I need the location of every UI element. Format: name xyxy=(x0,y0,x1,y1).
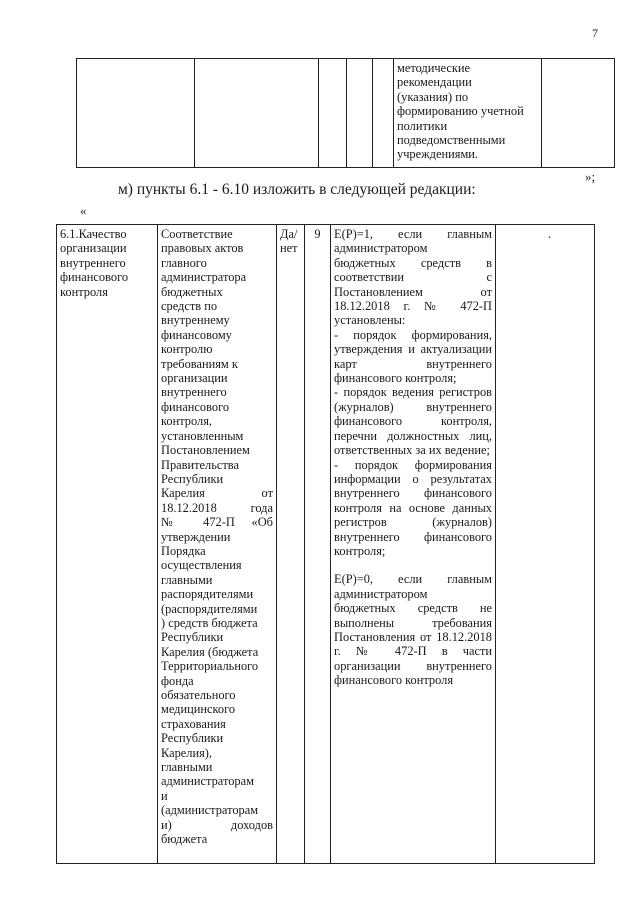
score-cell xyxy=(305,225,331,864)
criterion-line: фонда xyxy=(161,673,194,688)
method-line: учреждениями. xyxy=(397,147,479,162)
criterion-line: организации xyxy=(161,371,228,386)
criterion-line: финансовому xyxy=(161,327,232,342)
criterion-line: 18.12.2018 года xyxy=(161,500,273,515)
criterion-line: бюджета xyxy=(161,832,208,847)
criterion-line: страхования xyxy=(161,716,226,731)
criterion-line: главными xyxy=(161,760,213,775)
criterion-line: осуществления xyxy=(161,558,242,573)
criterion-line: бюджетных xyxy=(161,284,223,299)
criterion-line: средств по xyxy=(161,299,218,314)
score-value: 9 xyxy=(314,227,321,241)
rule-item: - порядок формирования информации о результатах внутреннего финансового контроля на основе данных регистров (журналов) внутреннего финансового контроля; xyxy=(334,457,492,558)
criterion-line: Республики xyxy=(161,731,224,746)
criterion-line: Соответствие xyxy=(161,227,233,241)
criterion-line: Порядка xyxy=(161,543,206,558)
criterion-line: администратора xyxy=(161,270,247,285)
top-cell-indicator xyxy=(77,59,195,168)
criterion-line: распорядителями xyxy=(161,587,254,602)
criterion-line: Постановлением xyxy=(161,443,250,458)
rule-item: - порядок ведения регистров (журналов) внутреннего финансового контроля, перечни должностных лиц, ответственных за их ведение; xyxy=(334,385,492,458)
criterion-line: Карелия от xyxy=(161,486,273,501)
criterion-line: ) средств бюджета xyxy=(161,615,258,630)
criterion-line: Правительства xyxy=(161,457,239,472)
criterion-line: (распорядителями xyxy=(161,601,258,616)
method-line: политики xyxy=(397,118,448,133)
method-line: формированию учетной xyxy=(397,104,524,119)
criterion-line: Территориального xyxy=(161,659,259,674)
top-cell-note xyxy=(542,59,615,168)
criterion-line: правовых актов xyxy=(161,241,244,256)
criterion-line: и) доходов xyxy=(161,817,273,832)
criterion-line: главного xyxy=(161,255,207,270)
indicator-line: внутреннего xyxy=(60,255,126,270)
criterion-line: Карелия), xyxy=(161,745,213,760)
criterion-line: установленным xyxy=(161,428,244,443)
closing-quote: »; xyxy=(585,169,596,184)
method-line: рекомендации xyxy=(397,75,472,90)
note-cell xyxy=(496,225,595,864)
indicator-line: организации xyxy=(60,241,127,256)
rule-negative: E(P)=0, если главным администратором бюджетных средств не выполнены требования Постановления от 18.12.2018 г. № 472-П в части организации внутреннего финансового контроля xyxy=(334,572,492,688)
paragraph-gap xyxy=(334,558,492,572)
criterion-line: Республики xyxy=(161,471,224,486)
criterion-line: внутреннему xyxy=(161,313,230,328)
criterion-line: утверждении xyxy=(161,529,231,544)
criterion-line: и xyxy=(161,788,168,803)
indicator-line: 6.1.Качество xyxy=(60,227,127,241)
criterion-line: Республики xyxy=(161,630,224,645)
indicator-line: контроля xyxy=(60,284,108,299)
rule-item: - порядок формирования, утверждения и актуализации карт внутреннего финансового контроля; xyxy=(334,327,492,386)
previous-table-fragment xyxy=(76,58,615,168)
indicator-line: финансового xyxy=(60,270,129,285)
criterion-line: Карелия (бюджета xyxy=(161,644,259,659)
top-cell-blank xyxy=(373,59,394,168)
indicator-cell xyxy=(57,225,158,864)
top-cell-answer xyxy=(319,59,347,168)
criterion-line: № 472-П «Об xyxy=(161,515,273,530)
page-number: 7 xyxy=(592,26,598,40)
criterion-line: обязательного xyxy=(161,688,236,702)
top-cell-score xyxy=(347,59,373,168)
top-cell-method-recommendations xyxy=(394,59,542,168)
criteria-table xyxy=(56,224,595,864)
amendment-instruction: м) пункты 6.1 - 6.10 изложить в следующей редакции: xyxy=(118,181,476,198)
answer-line: Да/ xyxy=(280,227,298,241)
rule-positive: E(P)=1, если главным администратором бюджетных средств в соответствии с Постановлением от 18.12.2018 г. № 472-П установлены: xyxy=(334,227,492,328)
criterion-line: администраторам xyxy=(161,774,254,789)
criterion-line: главными xyxy=(161,572,213,587)
method-line: (указания) по xyxy=(397,89,469,104)
criterion-line: внутреннего xyxy=(161,385,227,400)
criterion-line: контроля, xyxy=(161,414,212,429)
method-line: подведомственными xyxy=(397,133,506,148)
criterion-line: (администраторам xyxy=(161,803,259,818)
criterion-line: финансового xyxy=(161,399,230,414)
criterion-line: медицинского xyxy=(161,702,236,717)
rule-cell xyxy=(331,225,496,864)
top-cell-criterion xyxy=(195,59,319,168)
method-line: методические xyxy=(397,61,471,75)
answer-line: нет xyxy=(280,241,298,256)
note-mark: . xyxy=(548,227,552,241)
answer-cell xyxy=(277,225,305,864)
criterion-cell xyxy=(158,225,277,864)
opening-quote: « xyxy=(80,203,87,218)
criterion-line: требованиям к xyxy=(161,356,238,371)
criterion-line: контролю xyxy=(161,342,213,357)
